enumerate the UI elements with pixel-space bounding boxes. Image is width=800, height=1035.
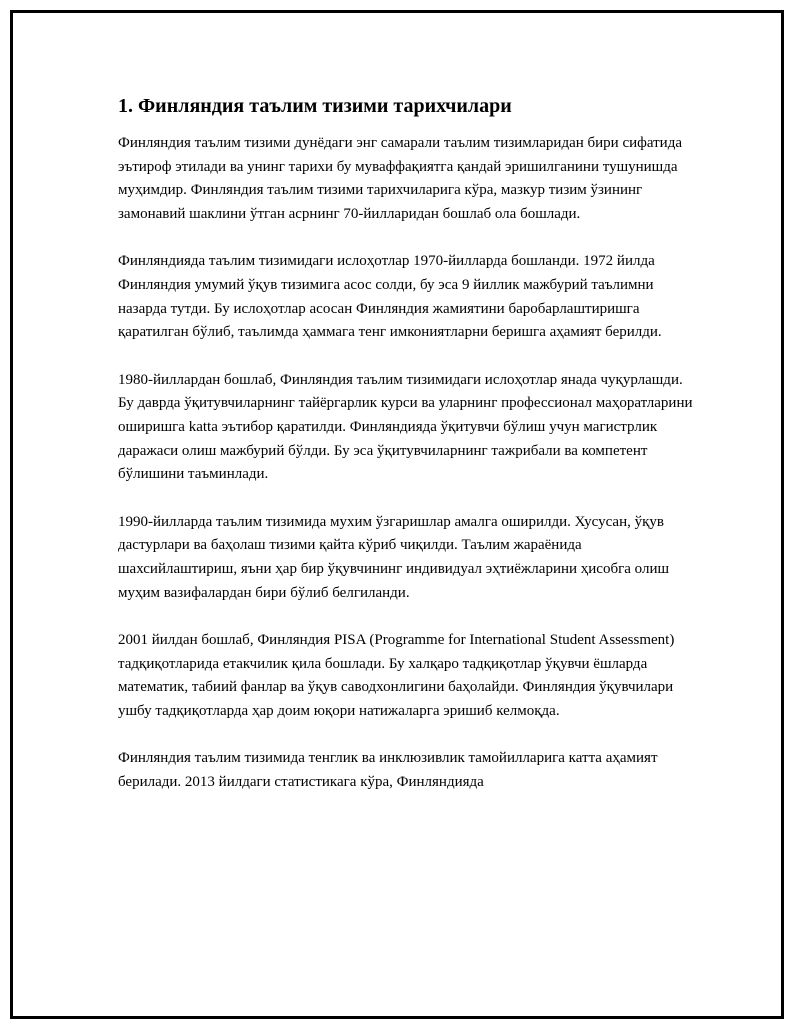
paragraph-2: Финляндияда таълим тизимидаги ислоҳотлар 1970-йилларда бошланди. 1972 йилда Финляндия умумий ўқув тизимига асос солди, бу эса 9 йиллик мажбурий таълимни назарда тутди. Бу ислоҳотлар асосан Финляндия жамиятини баробарлаштиришга қаратилган бўлиб, таълимда ҳаммага тенг имкониятларни беришга аҳамият берилди.	[118, 253, 662, 341]
paragraph-6: Финляндия таълим тизимида тенглик ва инклюзивлик тамойилларига катта аҳамият берилади. 2013 йилдаги статистикага кўра, Финляндияда	[118, 750, 658, 791]
paragraph-3: 1980-йиллардан бошлаб, Финляндия таълим тизимидаги ислоҳотлар янада чуқурлашди. Бу даврда ўқитувчиларнинг тайёргарлик курси ва уларнинг профессионал маҳоратларини оширишга katta эътибор қаратилди. Финляндияда ўқитувчи бўлиш учун магистрлик даражаси олиш мажбурий бўлди. Бу эса ўқитувчиларнинг тажрибали ва компетент бўлишини таъминлади.	[118, 371, 693, 483]
paragraph-5: 2001 йилдан бошлаб, Финляндия PISA (Programme for International Student Assessment) тадқиқотларида етакчилик қила бошлади. Бу халқаро тадқиқотлар ўқувчи ёшларда математик, табиий фанлар ва ўқув саводхонлигини баҳолайди. Финляндия ўқувчилари ушбу тадқиқотларда ҳар доим юқори натижаларга эришиб келмоқда.	[118, 632, 675, 719]
page-title: 1. Финляндия таълим тизими тарихчилари	[118, 95, 512, 117]
paragraph-4: 1990-йилларда таълим тизимида мухим ўзгаришлар амалга оширилди. Хусусан, ўқув дастурлари ва баҳолаш тизими қайта кўриб чиқилди. Таълим жараёнида шахсийлаштириш, яъни ҳар бир ўқувчининг индивидуал эҳтиёжларини ҳисобга олиш муҳим вазифалардан бири бўлиб белгиланди.	[118, 513, 670, 601]
paragraph-1: Финляндия таълим тизими дунёдаги энг самарали таълим тизимларидан бири сифатида эътироф этилади ва унинг тарихи бу муваффақиятга қандай эришилганини тушунишда муҳимдир. Финляндия таълим тизими тарихчиларига кўра, мазкур тизим ўзининг замонавий шаклини ўтган асрнинг 70-йилларидан бошлаб ола бошлади.	[118, 135, 682, 222]
document-body	[118, 94, 694, 819]
